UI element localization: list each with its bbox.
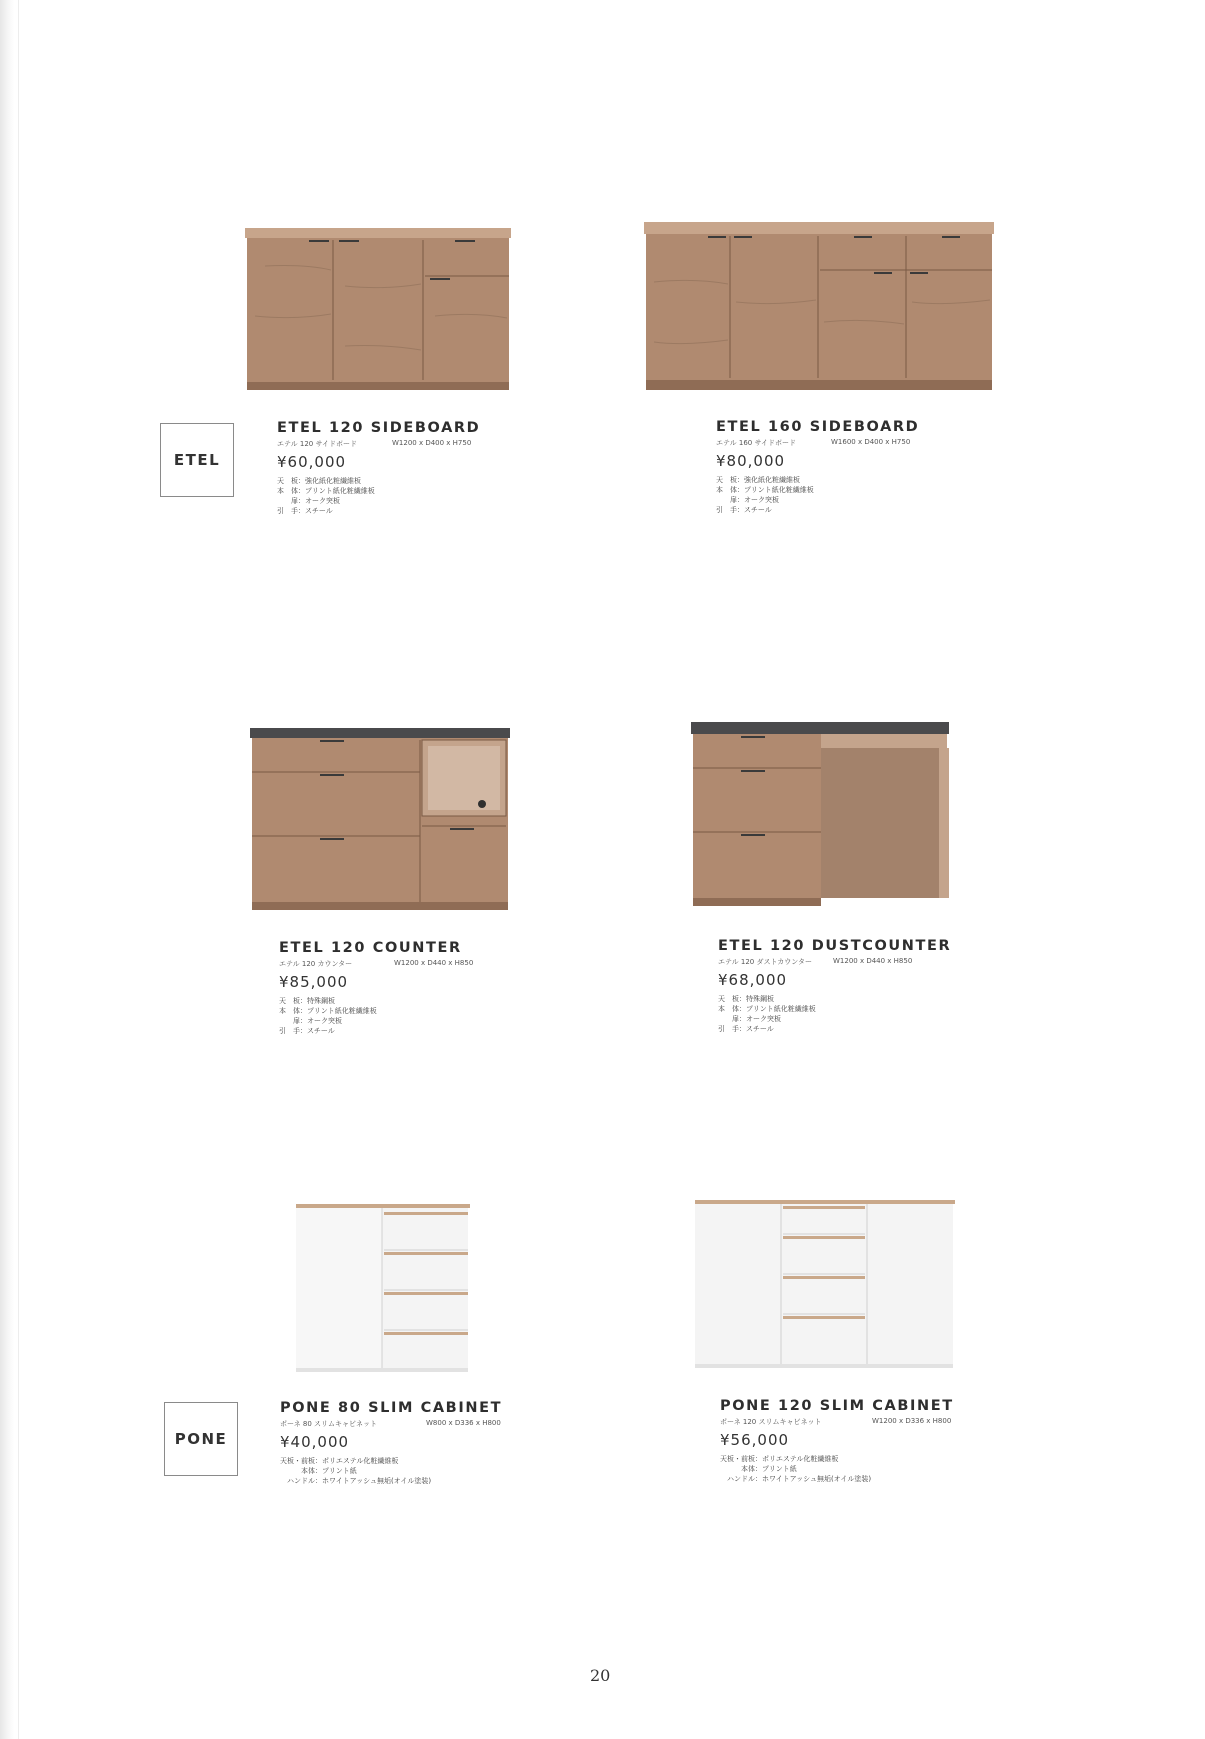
spec-line: 天 板：強化紙化粧繊維板 (716, 476, 800, 484)
product-etel-120-sideboard (277, 420, 480, 516)
product-pone-120-slim-cabinet (720, 1398, 954, 1484)
spec-line: 本 体：プリント紙化粧繊維板 (277, 487, 375, 495)
spec-line: 扉：オーク突板 (718, 1015, 781, 1023)
brand-label-pone: PONE (164, 1402, 238, 1476)
product-specs (720, 1454, 954, 1484)
spec-line: 天 板：特殊鋼板 (718, 995, 774, 1003)
spec-line: 引 手：スチール (716, 506, 772, 514)
etel-120-sideboard-image (245, 226, 513, 394)
spec-line: 本 体：プリント紙化粧繊維板 (718, 1005, 816, 1013)
scan-shadow-edge (0, 0, 14, 1739)
scan-fold-line (18, 0, 19, 1739)
etel-120-dustcounter-image (691, 722, 951, 908)
pone-80-slim-cabinet-image (294, 1204, 472, 1374)
spec-line: 扉：オーク突板 (279, 1017, 342, 1025)
product-dimensions: W1200 x D400 x H750 (392, 439, 472, 447)
product-dimensions: W1600 x D400 x H750 (831, 438, 911, 446)
product-dimensions: W800 x D336 x H800 (426, 1419, 501, 1427)
product-price: ¥56,000 (720, 1431, 790, 1449)
product-kana-name: エテル 120 サイドボード (277, 440, 357, 448)
product-price: ¥68,000 (718, 971, 788, 989)
product-dimensions: W1200 x D440 x H850 (394, 959, 474, 967)
spec-line: 引 手：スチール (279, 1027, 335, 1035)
product-etel-120-dustcounter (718, 938, 951, 1034)
spec-line: 天 板：強化紙化粧繊維板 (277, 477, 361, 485)
etel-120-counter-image (250, 726, 512, 912)
product-name: PONE 80 SLIM CABINET (280, 1400, 503, 1416)
brand-label-etel: ETEL (160, 423, 234, 497)
product-specs (716, 475, 919, 515)
product-price: ¥80,000 (716, 452, 786, 470)
product-price: ¥85,000 (279, 973, 349, 991)
product-dimensions: W1200 x D336 x H800 (872, 1417, 952, 1425)
product-kana-name: ポーネ 80 スリムキャビネット (280, 1420, 378, 1428)
product-kana-name: ポーネ 120 スリムキャビネット (720, 1418, 822, 1426)
product-kana-name: エテル 160 サイドボード (716, 439, 796, 447)
product-etel-120-counter (279, 940, 474, 1036)
spec-line: 天 板：特殊鋼板 (279, 997, 335, 1005)
product-price: ¥60,000 (277, 453, 347, 471)
spec-line: ハンドル：ホワイトアッシュ無垢(オイル塗装) (280, 1477, 432, 1485)
product-kana-name: エテル 120 カウンター (279, 960, 353, 968)
spec-line: ハンドル：ホワイトアッシュ無垢(オイル塗装) (720, 1475, 872, 1483)
spec-line: 本 体：プリント紙化粧繊維板 (716, 486, 814, 494)
product-dimensions: W1200 x D440 x H850 (833, 957, 913, 965)
product-name: ETEL 120 DUSTCOUNTER (718, 938, 952, 954)
product-pone-80-slim-cabinet (280, 1400, 502, 1486)
product-etel-160-sideboard (716, 419, 919, 515)
spec-line: 天板・前板：ポリエステル化粧繊維板 (280, 1457, 399, 1465)
product-specs (279, 996, 462, 1036)
pone-120-slim-cabinet-image (693, 1200, 957, 1370)
product-name: ETEL 160 SIDEBOARD (716, 419, 920, 435)
product-name: PONE 120 SLIM CABINET (720, 1398, 954, 1414)
spec-line: 本 体：プリント紙化粧繊維板 (279, 1007, 377, 1015)
product-specs (718, 994, 951, 1034)
spec-line: 本体：プリント紙 (720, 1465, 797, 1473)
product-price: ¥40,000 (280, 1433, 350, 1451)
spec-line: 本体：プリント紙 (280, 1467, 357, 1475)
product-specs (277, 476, 480, 516)
spec-line: 引 手：スチール (718, 1025, 774, 1033)
spec-line: 天板・前板：ポリエステル化粧繊維板 (720, 1455, 839, 1463)
page-number: 20 (590, 1666, 611, 1685)
product-kana-name: エテル 120 ダストカウンター (718, 958, 812, 966)
product-name: ETEL 120 SIDEBOARD (277, 420, 481, 436)
spec-line: 引 手：スチール (277, 507, 333, 515)
product-name: ETEL 120 COUNTER (279, 940, 462, 956)
spec-line: 扉：オーク突板 (716, 496, 779, 504)
product-specs (280, 1456, 502, 1486)
etel-160-sideboard-image (644, 222, 996, 394)
spec-line: 扉：オーク突板 (277, 497, 340, 505)
